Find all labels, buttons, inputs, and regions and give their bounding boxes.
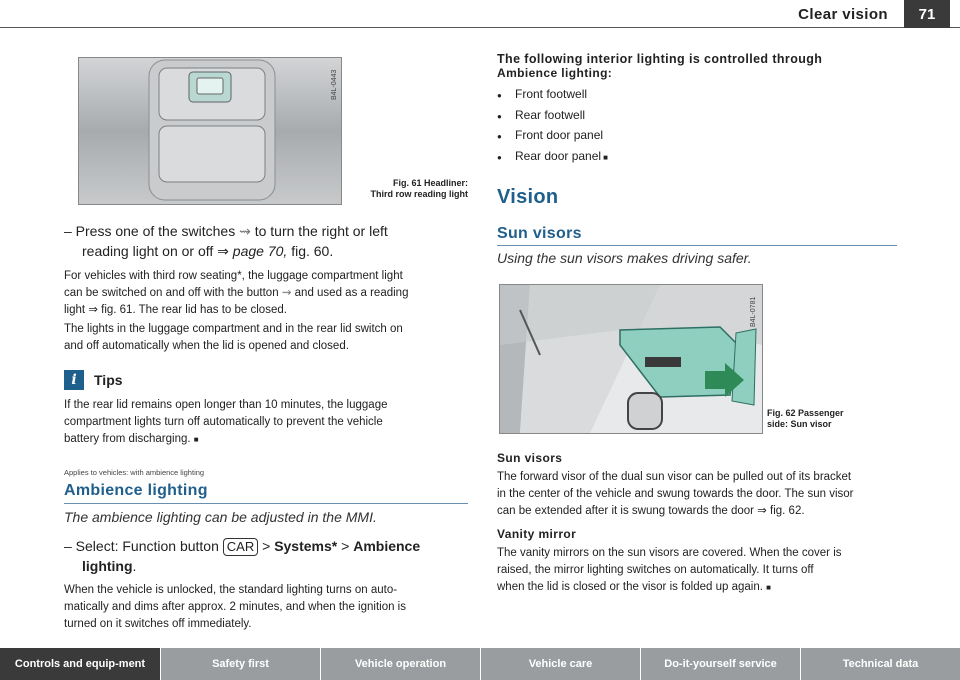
luggage-light-paragraph — [64, 268, 468, 319]
text-line: turned on it switches off immediately. — [64, 618, 252, 630]
end-mark-icon: ■ — [193, 435, 199, 444]
bullet-icon: ● — [497, 111, 502, 121]
ambience-menu-item-cont[interactable]: lighting — [82, 558, 133, 574]
menu-separator: > — [341, 538, 350, 554]
headliner-illustration — [79, 58, 341, 204]
list-item-label: Rear door panel — [515, 148, 602, 163]
sun-visors-subheading: Sun visors — [497, 451, 563, 465]
sun-visors-paragraph — [497, 469, 897, 520]
text-line: light ⇒ fig. 61. The rear lid has to be closed. — [64, 304, 287, 316]
sun-visor-illustration — [500, 285, 762, 433]
text-line: can be extended after it is swung towards the door ⇒ fig. 62. — [497, 505, 805, 517]
ambience-menu-item[interactable]: Ambience — [353, 538, 421, 554]
ambience-paragraph — [64, 582, 468, 633]
reference-arrow-icon: ⇒ — [217, 243, 229, 259]
info-icon: i — [64, 370, 84, 390]
heading-line: The following interior lighting is controlled through — [497, 52, 823, 66]
bullet-icon: ● — [497, 152, 502, 162]
menu-separator: > — [262, 538, 271, 554]
ambience-select-step — [64, 536, 468, 576]
caption-line: side: Sun visor — [767, 419, 832, 429]
applies-note: Applies to vehicles: with ambience lighting — [64, 468, 205, 477]
step-text: to turn the right or left — [254, 223, 388, 239]
tips-text — [64, 397, 468, 448]
text-line: compartment lights turn off automatically to prevent the vehicle — [64, 416, 383, 428]
vanity-mirror-paragraph — [497, 545, 897, 596]
reading-light-button-icon: ⇝ — [281, 287, 292, 299]
text-line: battery from discharging. — [64, 433, 191, 445]
text-line: The lights in the luggage compartment and in the rear lid switch on — [64, 323, 403, 335]
chapter-footer-nav — [0, 648, 960, 680]
footer-tab-vehicle-operation[interactable]: Vehicle operation — [321, 648, 481, 680]
page-reference[interactable]: page 70, — [232, 243, 288, 259]
footer-tab-technical-data[interactable]: Technical data — [801, 648, 960, 680]
sun-visors-heading: Sun visors — [497, 225, 582, 242]
text-line: and off automatically when the lid is opened and closed. — [64, 340, 349, 352]
footer-tab-safety[interactable]: Safety first — [161, 648, 321, 680]
sun-visors-rule — [497, 245, 897, 246]
reading-light-switch-icon: ⇝ — [239, 223, 251, 239]
text-line: when the lid is closed or the visor is folded up again. — [497, 581, 763, 593]
text-line: and used as a reading — [294, 287, 409, 299]
figure-62-caption — [767, 408, 897, 430]
figure-reference[interactable]: fig. 60. — [291, 243, 334, 259]
bullet-icon: ● — [497, 132, 502, 141]
car-function-button[interactable]: CAR — [223, 538, 258, 556]
reading-light-step — [64, 221, 468, 261]
figure-62-image — [499, 284, 763, 434]
step-text: – Press one of the switches — [64, 223, 236, 239]
list-item-label: Front footwell — [515, 87, 588, 101]
figure-61-caption — [344, 178, 468, 200]
text-line: raised, the mirror lighting switches on automatically. It turns off — [497, 564, 814, 576]
ambience-intro: The ambience lighting can be adjusted in the MMI. — [64, 509, 377, 525]
footer-tab-vehicle-care[interactable]: Vehicle care — [481, 648, 641, 680]
ambience-heading-rule — [64, 503, 468, 504]
end-mark-icon: ■ — [766, 583, 771, 592]
header-rule — [0, 27, 960, 28]
caption-line: Fig. 62 Passenger — [767, 408, 844, 418]
footer-tab-controls[interactable]: Controls and equip-ment — [0, 648, 161, 680]
text-line: The vanity mirrors on the sun visors are covered. When the cover is — [497, 547, 842, 559]
step-text: . — [132, 558, 137, 574]
tips-title: Tips — [94, 372, 123, 388]
following-heading — [497, 52, 897, 80]
systems-menu-item[interactable]: Systems* — [274, 538, 338, 554]
caption-line: Fig. 61 Headliner: — [392, 178, 468, 188]
step-text: – Select: Function button — [64, 538, 219, 554]
vanity-mirror-subheading: Vanity mirror — [497, 527, 577, 541]
list-item — [497, 126, 897, 147]
figure-61-code: B4L-0443 — [331, 69, 338, 100]
ambience-lighting-heading: Ambience lighting — [64, 482, 208, 499]
running-header-title: Clear vision — [798, 6, 888, 23]
text-line: matically and dims after approx. 2 minutes, and when the ignition is — [64, 601, 406, 613]
figure-62-code: B4L-0781 — [750, 296, 757, 327]
text-line: If the rear lid remains open longer than 10 minutes, the luggage — [64, 399, 388, 411]
step-text: reading light on or off — [82, 243, 214, 259]
figure-61-image — [78, 57, 342, 205]
sun-visors-intro: Using the sun visors makes driving safer. — [497, 250, 752, 266]
list-item — [497, 85, 897, 106]
list-item — [497, 147, 897, 168]
list-item-label: Front door panel — [515, 128, 604, 142]
list-item — [497, 106, 897, 127]
caption-line: Third row reading light — [370, 189, 468, 199]
ambience-bullet-list — [497, 85, 897, 167]
text-line: When the vehicle is unlocked, the standard lighting turns on auto- — [64, 584, 398, 596]
list-item-label: Rear footwell — [515, 107, 586, 122]
vision-heading: Vision — [497, 186, 559, 208]
text-line: can be switched on and off with the button — [64, 287, 279, 299]
text-line: For vehicles with third row seating*, the luggage compartment light — [64, 270, 403, 282]
bullet-icon: ● — [497, 91, 502, 100]
tips-heading — [64, 370, 123, 390]
page-number-tab: 71 — [904, 0, 950, 28]
text-line: The forward visor of the dual sun visor can be pulled out of its bracket — [497, 471, 852, 483]
text-line: in the center of the vehicle and swung towards the door. The sun visor — [497, 488, 854, 500]
rear-lid-paragraph — [64, 321, 468, 355]
heading-line: Ambience lighting: — [497, 66, 613, 80]
footer-tab-diy-service[interactable]: Do-it-yourself service — [641, 648, 801, 680]
end-mark-icon: ■ — [603, 152, 608, 162]
